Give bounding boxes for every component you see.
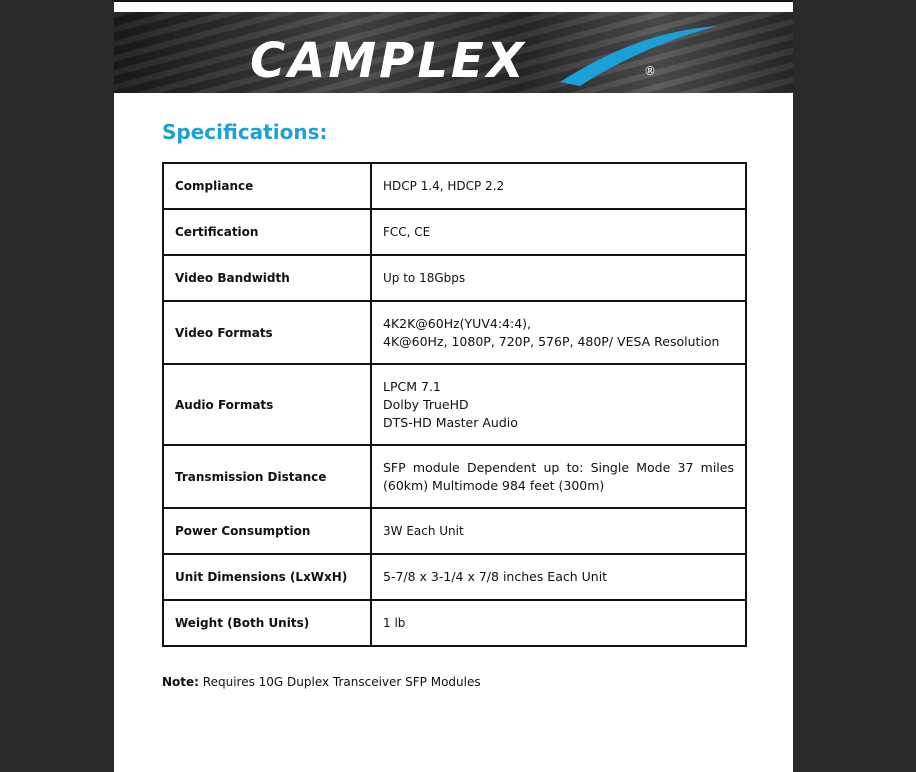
spec-value-line: DTS-HD Master Audio — [383, 414, 518, 430]
logo-wordmark: CAMPLEX — [250, 33, 527, 89]
spec-value: Up to 18Gbps — [371, 255, 746, 301]
table-row — [163, 255, 746, 301]
table-row — [163, 445, 746, 508]
spec-key: Transmission Distance — [163, 445, 371, 508]
table-row — [163, 301, 746, 364]
spec-key: Power Consumption — [163, 508, 371, 554]
header-banner — [114, 12, 793, 93]
spec-value-line: 4K@60Hz, 1080P, 720P, 576P, 480P/ VESA Resolution — [383, 333, 720, 349]
note-label: Note: — [162, 675, 199, 689]
spec-value: SFP module Dependent up to: Single Mode 37 miles (60km) Multimode 984 feet (300m) — [371, 445, 746, 508]
camplex-logo — [250, 33, 670, 89]
page-title: Specifications: — [162, 120, 328, 144]
spec-value-line: LPCM 7.1 — [383, 378, 441, 394]
table-row — [163, 508, 746, 554]
spec-key: Unit Dimensions (LxWxH) — [163, 554, 371, 600]
spec-key: Weight (Both Units) — [163, 600, 371, 646]
spec-key: Compliance — [163, 163, 371, 209]
spec-value — [371, 364, 746, 445]
document-page — [114, 0, 793, 772]
spec-value: FCC, CE — [371, 209, 746, 255]
note-text: Requires 10G Duplex Transceiver SFP Modules — [198, 675, 481, 689]
registered-mark: ® — [644, 64, 656, 78]
spec-value-line: 4K2K@60Hz(YUV4:4:4), — [383, 315, 532, 331]
logo-swoosh-icon — [550, 20, 720, 90]
spec-value-line: Dolby TrueHD — [383, 396, 469, 412]
spec-value: 3W Each Unit — [371, 508, 746, 554]
table-row — [163, 364, 746, 445]
spec-value — [371, 301, 746, 364]
spec-value: HDCP 1.4, HDCP 2.2 — [371, 163, 746, 209]
footnote — [162, 675, 481, 689]
spec-key: Video Formats — [163, 301, 371, 364]
page-top-edge — [114, 0, 793, 12]
table-row — [163, 209, 746, 255]
table-row — [163, 554, 746, 600]
spec-key: Video Bandwidth — [163, 255, 371, 301]
spec-key: Certification — [163, 209, 371, 255]
specifications-table — [162, 162, 747, 647]
spec-key: Audio Formats — [163, 364, 371, 445]
table-row — [163, 163, 746, 209]
spec-value: 1 lb — [371, 600, 746, 646]
spec-value: 5-7/8 x 3-1/4 x 7/8 inches Each Unit — [371, 554, 746, 600]
table-row — [163, 600, 746, 646]
